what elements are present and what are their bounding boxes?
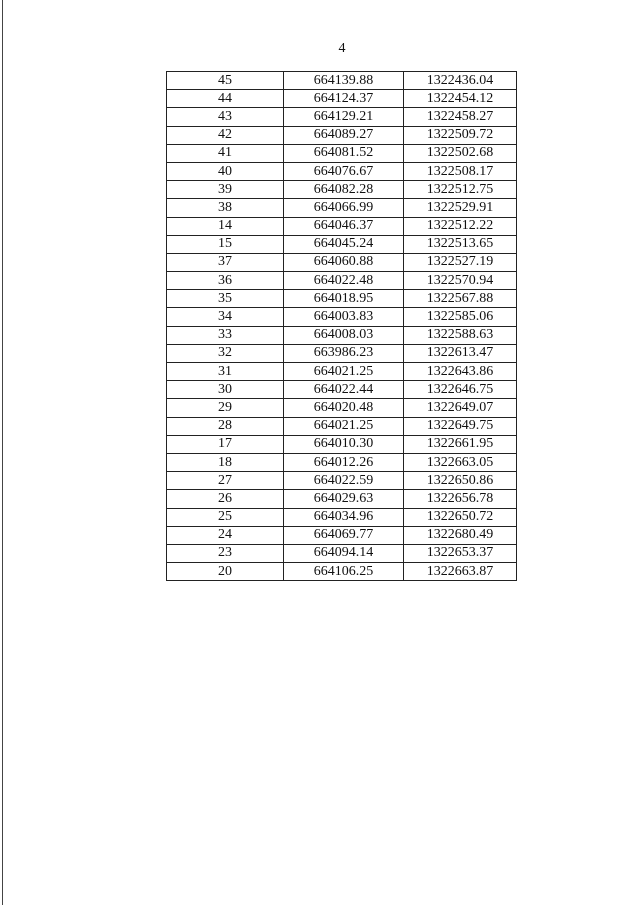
point-number-cell: 41 [167,144,284,162]
y-coordinate-cell: 1322649.07 [404,399,517,417]
y-coordinate-cell: 1322527.19 [404,253,517,271]
page-number: 4 [338,41,346,56]
x-coordinate-cell: 664106.25 [284,563,404,581]
point-number-cell: 30 [167,381,284,399]
y-coordinate-cell: 1322613.47 [404,344,517,362]
x-coordinate-cell: 664081.52 [284,144,404,162]
y-coordinate-cell: 1322643.86 [404,363,517,381]
y-coordinate-cell: 1322513.65 [404,235,517,253]
table-row [167,217,517,235]
x-coordinate-cell: 664094.14 [284,544,404,562]
coordinates-table [166,71,517,581]
point-number-cell: 44 [167,90,284,108]
y-coordinate-cell: 1322508.17 [404,162,517,180]
x-coordinate-cell: 664076.67 [284,162,404,180]
point-number-cell: 27 [167,472,284,490]
table-row [167,399,517,417]
x-coordinate-cell: 664020.48 [284,399,404,417]
y-coordinate-cell: 1322436.04 [404,72,517,90]
x-coordinate-cell: 664082.28 [284,181,404,199]
y-coordinate-cell: 1322529.91 [404,199,517,217]
x-coordinate-cell: 664022.59 [284,472,404,490]
y-coordinate-cell: 1322585.06 [404,308,517,326]
table-row [167,181,517,199]
point-number-cell: 18 [167,453,284,471]
point-number-cell: 34 [167,308,284,326]
y-coordinate-cell: 1322650.86 [404,472,517,490]
point-number-cell: 17 [167,435,284,453]
point-number-cell: 32 [167,344,284,362]
y-coordinate-cell: 1322570.94 [404,272,517,290]
x-coordinate-cell: 664021.25 [284,417,404,435]
table-row [167,162,517,180]
y-coordinate-cell: 1322663.05 [404,453,517,471]
table-row [167,508,517,526]
point-number-cell: 14 [167,217,284,235]
table-row [167,290,517,308]
table-row [167,563,517,581]
table-row [167,435,517,453]
x-coordinate-cell: 664029.63 [284,490,404,508]
y-coordinate-cell: 1322680.49 [404,526,517,544]
table-row [167,144,517,162]
point-number-cell: 15 [167,235,284,253]
x-coordinate-cell: 664045.24 [284,235,404,253]
point-number-cell: 33 [167,326,284,344]
table-row [167,326,517,344]
y-coordinate-cell: 1322512.22 [404,217,517,235]
x-coordinate-cell: 664022.44 [284,381,404,399]
y-coordinate-cell: 1322567.88 [404,290,517,308]
table-row [167,253,517,271]
table-row [167,472,517,490]
table-row [167,544,517,562]
point-number-cell: 39 [167,181,284,199]
x-coordinate-cell: 664066.99 [284,199,404,217]
x-coordinate-cell: 664060.88 [284,253,404,271]
point-number-cell: 28 [167,417,284,435]
y-coordinate-cell: 1322502.68 [404,144,517,162]
table-row [167,490,517,508]
x-coordinate-cell: 664069.77 [284,526,404,544]
y-coordinate-cell: 1322653.37 [404,544,517,562]
table-row [167,526,517,544]
point-number-cell: 20 [167,563,284,581]
table-row [167,363,517,381]
table-row [167,108,517,126]
point-number-cell: 25 [167,508,284,526]
y-coordinate-cell: 1322663.87 [404,563,517,581]
y-coordinate-cell: 1322454.12 [404,90,517,108]
point-number-cell: 26 [167,490,284,508]
point-number-cell: 35 [167,290,284,308]
table-row [167,272,517,290]
point-number-cell: 23 [167,544,284,562]
table-row [167,453,517,471]
y-coordinate-cell: 1322509.72 [404,126,517,144]
point-number-cell: 36 [167,272,284,290]
x-coordinate-cell: 664003.83 [284,308,404,326]
table-row [167,126,517,144]
y-coordinate-cell: 1322588.63 [404,326,517,344]
x-coordinate-cell: 664022.48 [284,272,404,290]
table-row [167,199,517,217]
x-coordinate-cell: 664046.37 [284,217,404,235]
x-coordinate-cell: 664089.27 [284,126,404,144]
x-coordinate-cell: 663986.23 [284,344,404,362]
point-number-cell: 38 [167,199,284,217]
point-number-cell: 24 [167,526,284,544]
x-coordinate-cell: 664008.03 [284,326,404,344]
x-coordinate-cell: 664012.26 [284,453,404,471]
table-row [167,235,517,253]
y-coordinate-cell: 1322649.75 [404,417,517,435]
y-coordinate-cell: 1322512.75 [404,181,517,199]
y-coordinate-cell: 1322646.75 [404,381,517,399]
point-number-cell: 42 [167,126,284,144]
x-coordinate-cell: 664129.21 [284,108,404,126]
y-coordinate-cell: 1322458.27 [404,108,517,126]
table-row [167,72,517,90]
y-coordinate-cell: 1322661.95 [404,435,517,453]
x-coordinate-cell: 664021.25 [284,363,404,381]
table-row [167,308,517,326]
y-coordinate-cell: 1322650.72 [404,508,517,526]
point-number-cell: 31 [167,363,284,381]
table-row [167,90,517,108]
x-coordinate-cell: 664018.95 [284,290,404,308]
table-row [167,417,517,435]
x-coordinate-cell: 664034.96 [284,508,404,526]
x-coordinate-cell: 664139.88 [284,72,404,90]
point-number-cell: 40 [167,162,284,180]
point-number-cell: 43 [167,108,284,126]
coordinates-table-body [167,72,517,581]
table-row [167,381,517,399]
point-number-cell: 45 [167,72,284,90]
point-number-cell: 29 [167,399,284,417]
point-number-cell: 37 [167,253,284,271]
x-coordinate-cell: 664124.37 [284,90,404,108]
x-coordinate-cell: 664010.30 [284,435,404,453]
table-row [167,344,517,362]
y-coordinate-cell: 1322656.78 [404,490,517,508]
page-edge-line [2,0,3,905]
